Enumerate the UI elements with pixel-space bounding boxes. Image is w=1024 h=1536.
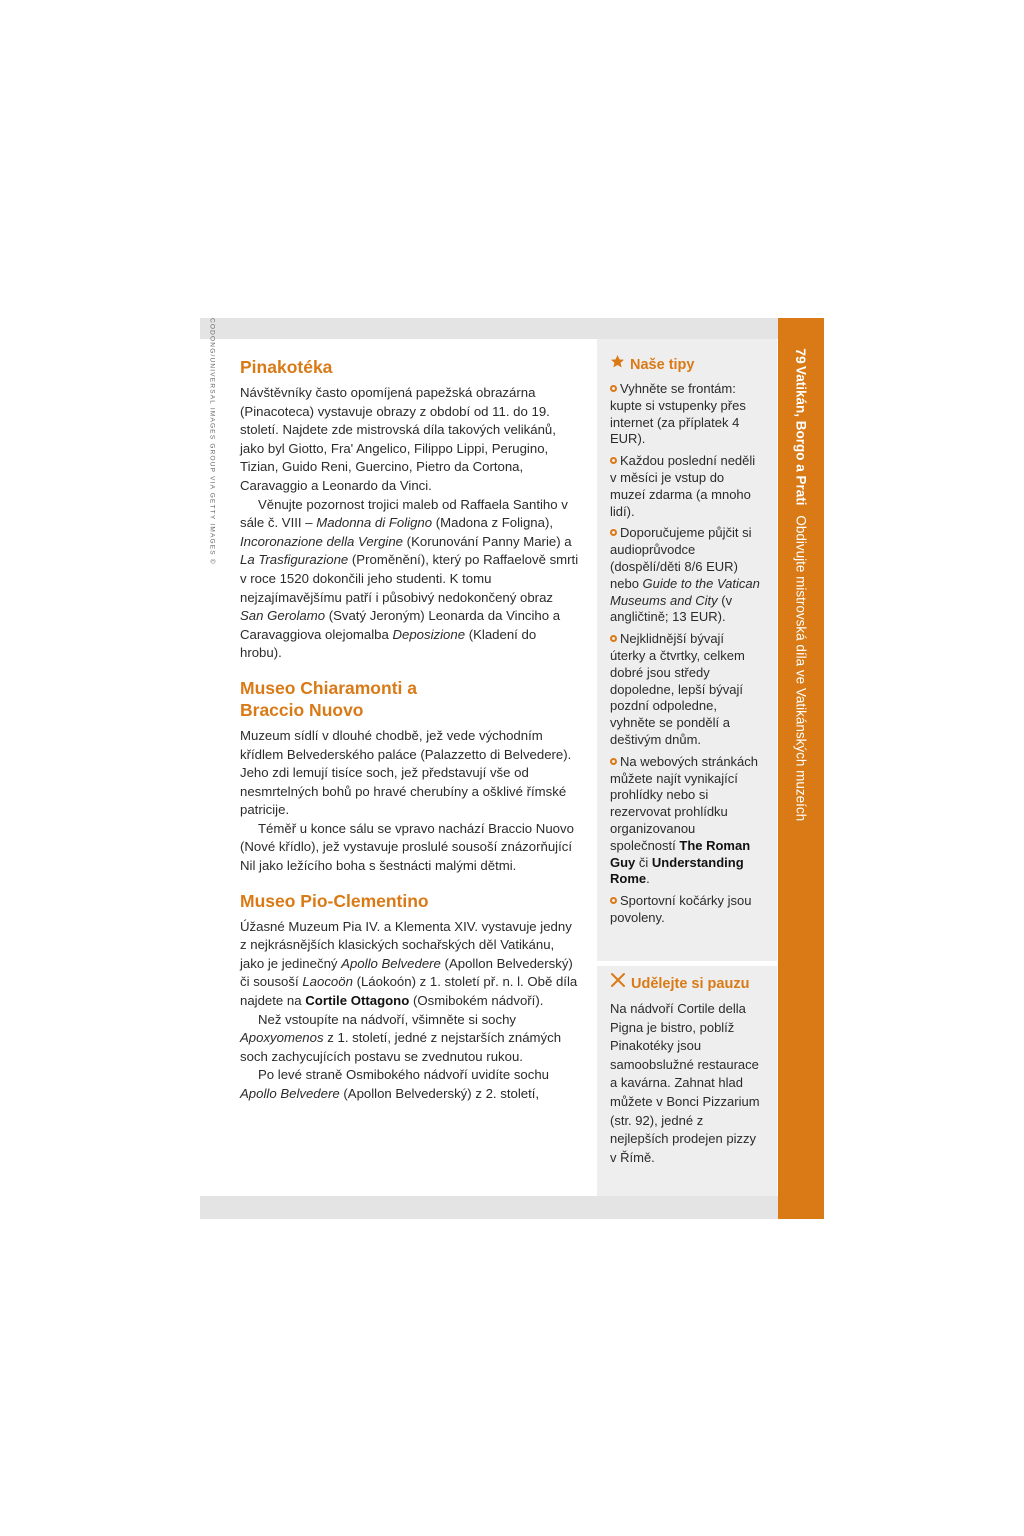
bullet-icon bbox=[610, 457, 617, 464]
pause-heading bbox=[610, 972, 762, 994]
italic-title: Apollo Belvedere bbox=[341, 955, 441, 971]
bullet-icon bbox=[610, 529, 617, 536]
tip-item: Vyhněte se frontám: kupte si vstupenky přes internet (za příplatek 4 EUR). bbox=[610, 381, 746, 447]
page-number: 79 bbox=[793, 348, 809, 364]
tip-item: Nejklidnější bývají úterky a čtvrtky, celkem dobré jsou středy dopoledne, lepší bývají pozdní odpoledne, vyhněte se pondělí a deštivým dnům. bbox=[610, 631, 745, 747]
running-head-bold: Vatikán, Borgo a Prati bbox=[793, 366, 809, 506]
star-icon bbox=[610, 354, 625, 375]
italic-title: La Trasfigurazione bbox=[240, 552, 349, 568]
italic-title: Madonna di Foligno bbox=[316, 515, 433, 531]
italic-title: San Gerolamo bbox=[240, 608, 326, 624]
paragraph: Než vstoupíte na nádvoří, všimněte si sochy Apoxyomenos z 1. století, jedné z nejstarších známých soch zachycujících postavu se zvednutou rukou. bbox=[240, 1011, 562, 1064]
italic-title: Apollo Belvedere bbox=[240, 1086, 340, 1101]
pause-box bbox=[610, 972, 762, 1167]
tips-list bbox=[610, 381, 762, 927]
bold-term: Cortile Ottagono bbox=[305, 993, 410, 1009]
section bbox=[240, 356, 580, 663]
paragraph: Úžasné Muzeum Pia IV. a Klementa XIV. vystavuje jedny z nejkrásnějších klasických sochařských děl Vatikánu, jako je jedinečný Apollo Belvedere (Apollon Belvederský) či sousoší Laocoön (Láokoón) z 1. století př. n. l. Obě díla najdete na Cortile Ottagono (Osmibokém nádvoří). bbox=[240, 918, 578, 1009]
section-heading: Pinakotéka bbox=[240, 357, 333, 377]
section bbox=[240, 677, 580, 876]
tip-item: Sportovní kočárky jsou povoleny. bbox=[610, 893, 752, 925]
paragraph: Téměř u konce sálu se vpravo nachází Braccio Nuovo (Nové křídlo), jež vystavuje proslulé sousoší znázorňující Nil jako ležícího boha s šestnácti malými dětmi. bbox=[240, 820, 574, 874]
sidebar-divider bbox=[597, 961, 777, 966]
fork-knife-icon bbox=[610, 972, 626, 994]
section-heading: Museo Chiaramonti a Braccio Nuovo bbox=[240, 677, 417, 720]
top-band bbox=[200, 318, 778, 339]
pause-title: Udělejte si pauzu bbox=[631, 976, 750, 992]
tips-box bbox=[610, 354, 762, 932]
bold-term: Understanding Rome bbox=[610, 854, 744, 887]
italic-title: Guide to the Vatican Museums and City bbox=[610, 575, 760, 608]
italic-title: Laocoön bbox=[302, 974, 353, 990]
bullet-icon bbox=[610, 635, 617, 642]
tips-heading bbox=[610, 354, 762, 375]
italic-title: Deposizione bbox=[392, 626, 466, 642]
tips-title: Naše tipy bbox=[630, 357, 695, 373]
bullet-icon bbox=[610, 897, 617, 904]
section-heading: Museo Pio-Clementino bbox=[240, 890, 429, 911]
tip-item: Každou poslední neděli v měsíci je vstup do muzeí zdarma (a mnoho lidí). bbox=[610, 453, 756, 519]
paragraph: Muzeum sídlí v dlouhé chodbě, jež vede východním křídlem Belvederského paláce (Palazzetto di Belvedere). Jeho zdi lemují tisíce soch, jež představují vše od nesmrtelných bohů po hravé cherubíny a ošklivé římské patricije. bbox=[240, 727, 572, 818]
bold-term: The Roman Guy bbox=[610, 837, 751, 870]
bullet-icon bbox=[610, 385, 617, 392]
bottom-band bbox=[200, 1196, 778, 1219]
photo-credit: CODONG/UNIVERSAL IMAGES GROUP VIA GETTY IMAGES © bbox=[208, 318, 216, 565]
tip-item: Doporučujeme půjčit si audioprůvodce (dospělí/děti 8/6 EUR) nebo Guide to the Vatican Museums and City (v angličtině; 13 EUR). bbox=[610, 525, 760, 625]
paragraph: Věnujte pozornost trojici maleb od Raffaela Santiho v sále č. VIII – Madonna di Foligno (Madona z Foligna), Incoronazione della Vergine (Korunování Panny Marie) a La Trasfigurazione (Proměnění), který po Raffaelově smrti v roce 1520 dokončili jeho studenti. K tomu nejzajímavějšímu patří i působivý nedokončený obraz San Gerolamo (Svatý Jeroným) Leonarda da Vinciho a Caravaggiova olejomalba Deposizione (Kladení do hrobu). bbox=[240, 496, 579, 661]
italic-title: Apoxyomenos bbox=[240, 1030, 324, 1046]
book-page bbox=[200, 318, 824, 1219]
bullet-icon bbox=[610, 758, 617, 765]
paragraph: Návštěvníky často opomíjená papežská obrazárna (Pinacoteca) vystavuje obrazy z období od 11. do 19. století. Najdete zde mistrovská díla takových velikánů, jako byl Giotto, Fra' Angelico, Filippo Lippi, Perugino, Tizian, Guido Reni, Guercino, Pietro da Cortona, Caravaggio a Leonardo da Vinci. bbox=[240, 385, 556, 493]
pause-text: Na nádvoří Cortile della Pigna je bistro, poblíž Pinakotéky jsou samoobslužné restaurace a kavárna. Zahnat hlad můžete v Bonci Pizzarium (str. 92), jedné z nejlepších prodejen pizzy v Římě. bbox=[610, 1001, 760, 1165]
italic-title: Incoronazione della Vergine bbox=[240, 533, 404, 549]
running-head-text: Obdivujte mistrovská díla ve Vatikánských muzeích bbox=[793, 515, 809, 822]
section bbox=[240, 890, 580, 1104]
main-column bbox=[240, 356, 580, 1118]
tip-item: Na webových stránkách můžete najít vynikající prohlídky nebo si rezervovat prohlídku organizovanou společností The Roman Guy či Understanding Rome. bbox=[610, 753, 759, 887]
running-head bbox=[794, 366, 809, 906]
paragraph: Po levé straně Osmibokého nádvoří uvidíte sochu Apollo Belvedere (Apollon Belvederský) z 2. století, bbox=[240, 1067, 550, 1101]
